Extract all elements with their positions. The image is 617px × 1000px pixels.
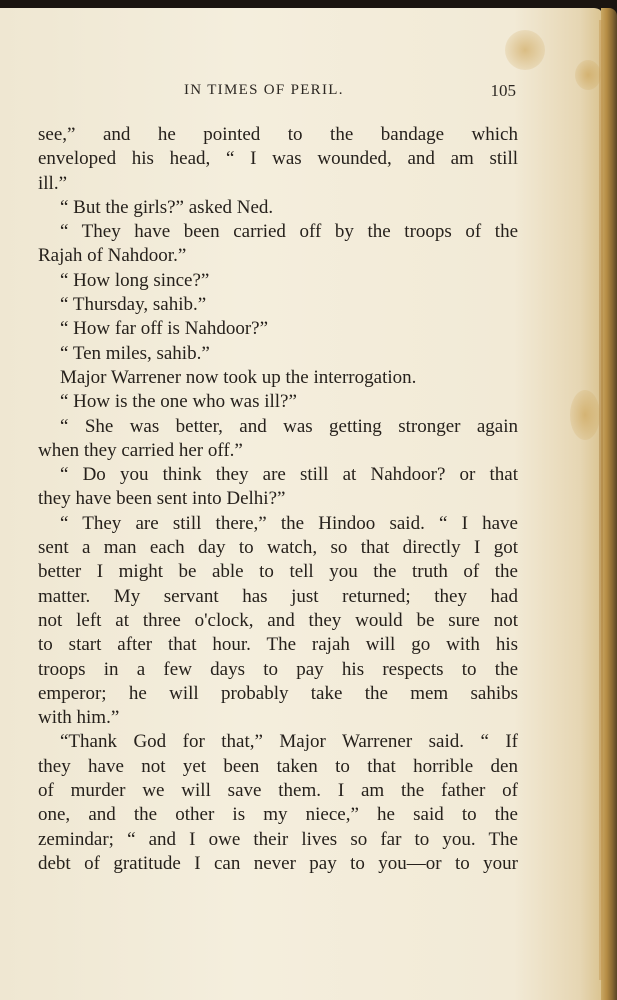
text-line: not left at three o'clock, and they would be sure not — [38, 609, 518, 631]
text-line: troops in a few days to pay his respects to the — [38, 658, 518, 680]
foxing-stain — [570, 390, 600, 440]
text-line: enveloped his head, “ I was wounded, and am still — [38, 148, 518, 170]
text-line: “ But the girls?” asked Ned. — [60, 196, 274, 218]
text-line: zemindar; “ and I owe their lives so far to you. The — [38, 828, 518, 850]
text-line: to start after that hour. The rajah will go with his — [38, 634, 518, 656]
text-line: matter. My servant has just returned; they had — [38, 585, 518, 607]
text-line: “ How is the one who was ill?” — [60, 391, 297, 413]
page-header — [38, 82, 518, 104]
page-number: 105 — [490, 81, 516, 100]
text-line: better I might be able to tell you the truth of the — [38, 561, 518, 583]
text-line: see,” and he pointed to the bandage which — [38, 124, 518, 145]
text-line: “ How far off is Nahdoor?” — [60, 318, 269, 340]
text-line: “ Ten miles, sahib.” — [60, 342, 210, 364]
foxing-stain — [505, 30, 545, 70]
page-edge-shading — [599, 20, 603, 980]
text-line: “ They have been carried off by the troops of the — [60, 221, 518, 243]
text-line: Major Warrener now took up the interrogation. — [60, 366, 417, 388]
text-line: one, and the other is my niece,” he said to the — [38, 804, 518, 826]
text-line: “Thank God for that,” Major Warrener said. “ If — [60, 731, 518, 753]
text-line: “ She was better, and was getting stronger again — [60, 415, 518, 437]
text-line: emperor; he will probably take the mem sahibs — [38, 682, 518, 704]
text-line: when they carried her off.” — [38, 439, 243, 461]
page-body — [38, 123, 518, 876]
text-line: “ Do you think they are still at Nahdoor? or that — [60, 464, 518, 486]
text-line: debt of gratitude I can never pay to you—or to your — [38, 852, 518, 874]
text-line: “ How long since?” — [60, 269, 210, 291]
text-line: sent a man each day to watch, so that directly I got — [38, 537, 518, 559]
foxing-stain — [575, 60, 601, 90]
running-head: IN TIMES OF PERIL. — [184, 82, 344, 98]
text-line: “ They are still there,” the Hindoo said. “ I have — [60, 512, 518, 534]
text-line: with him.” — [38, 707, 120, 729]
text-line: “ Thursday, sahib.” — [60, 294, 207, 316]
text-line: Rajah of Nahdoor.” — [38, 245, 187, 267]
page-edge — [601, 8, 617, 1000]
text-line: they have been sent into Delhi?” — [38, 488, 286, 510]
text-line: of murder we will save them. I am the father of — [38, 780, 518, 802]
text-line: ill.” — [38, 172, 68, 194]
text-line: they have not yet been taken to that horrible den — [38, 755, 518, 777]
